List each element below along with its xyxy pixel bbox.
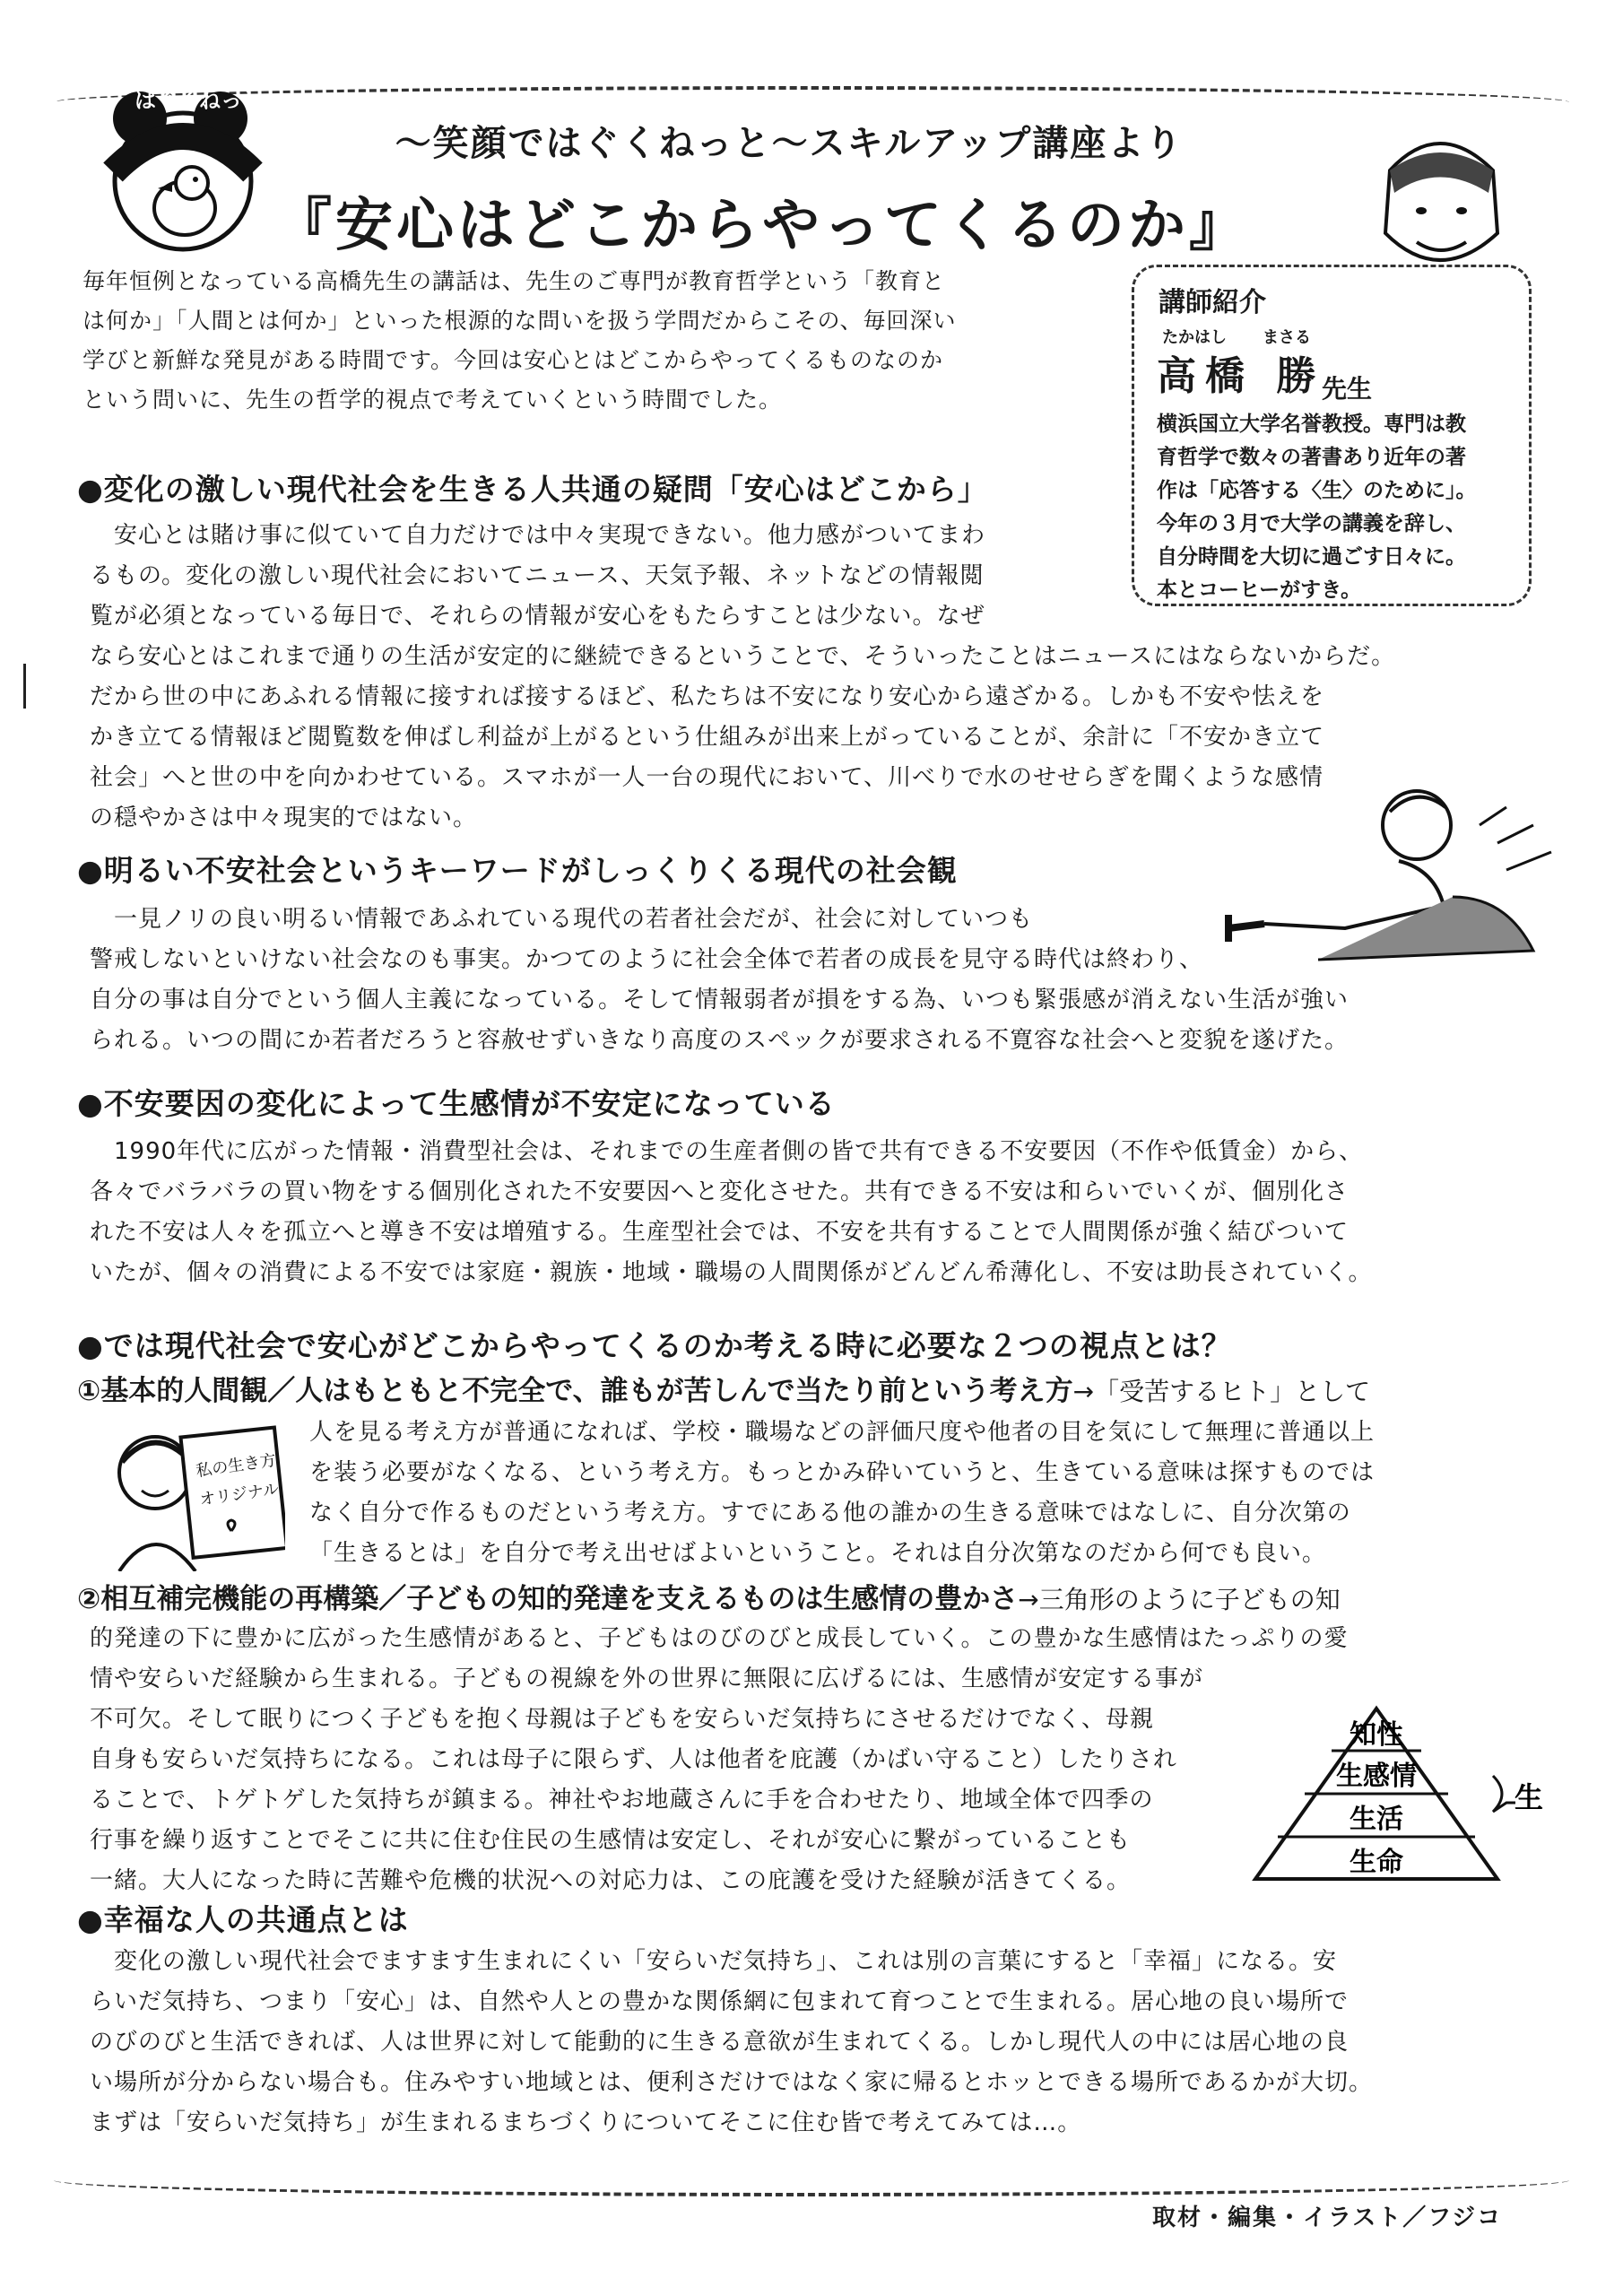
body-line: 安心とは賭け事に似ていて自力だけでは中々実現できない。他力感がついてまわ — [90, 522, 986, 549]
body-line: 行事を繰り返すことでそこに共に住む住民の生感情は安定し、それが安心に繋がっていることも — [90, 1827, 1132, 1854]
body-line: られる。いつの間にか若者だろうと容赦せずいきなり高度のスペックが要求される不寛容な社会へと変貌を遂げた。 — [90, 1027, 1350, 1054]
point2-tail: →三角形のように子どもの知 — [1018, 1585, 1341, 1614]
intro-line: 学びと新鮮な発見がある時間です。今回は安心とはどこからやってくるものなのか — [82, 347, 944, 373]
profile-line: 横浜国立大学名誉教授。専門は教 — [1157, 413, 1466, 436]
pyramid-side-label: 生 — [1514, 1780, 1544, 1814]
profile-line: 本とコーヒーがすき。 — [1157, 578, 1362, 602]
pyramid-level-life: 生活 — [1350, 1804, 1403, 1835]
body-line: 自分の事は自分でという個人主義になっている。そして情報弱者が損をする為、いつも緊張感が消えない生活が強い — [90, 987, 1350, 1013]
body-line: なら安心とはこれまで通りの生活が安定的に継続できるということで、そういったことはニュースにはならないからだ。 — [90, 643, 1396, 670]
intro-line: は何か」「人間とは何か」といった根源的な問いを扱う学問だからこその、毎回深い — [82, 308, 957, 334]
body-line: のびのびと生活できれば、人は世界に対して能動的に生きる意欲が生まれてくる。しかし現代人の中には居心地の良 — [90, 2029, 1350, 2056]
point1-heading — [77, 1368, 1370, 1408]
body-line: 1990年代に広がった情報・消費型社会は、それまでの生産者側の皆で共有できる不安要因（不作や低賃金）から、 — [90, 1138, 1364, 1165]
body-line: 情や安らいだ経験から生まれる。子どもの視線を外の世界に無限に広げるには、生感情が安定する事が — [90, 1665, 1204, 1692]
credit-line: 取材・編集・イラスト／フジコ — [1152, 2205, 1503, 2231]
name-ruby-given: まさる — [1263, 328, 1311, 347]
section-body-1 — [90, 516, 1395, 839]
profile-line: 今年の３月で大学の講義を辞し、 — [1157, 512, 1466, 535]
body-line: 自身も安らいだ気持ちになる。これは母子に限らず、人は他者を庇護（かばい守ること）したりされ — [90, 1746, 1177, 1773]
body-line: 不可欠。そして眠りにつく子どもを抱く母親は子どもを安らいだ気持ちにさせるだけでなく、母親 — [90, 1706, 1154, 1733]
sign-text-1: 私の生き方 — [195, 1450, 278, 1482]
profile-line: 作は「応答する〈生〉のために」。 — [1157, 479, 1477, 502]
body-line: 各々でバラバラの買い物をする個別化された不安要因へと変化させた。共有できる不安は和らいでいくが、個別化さ — [90, 1178, 1350, 1205]
body-line: の穏やかさは中々現実的ではない。 — [90, 804, 478, 831]
intro-paragraph — [82, 262, 957, 420]
body-line: を装う必要がなくなる、という考え方。もっとかみ砕いていうと、生きている意味は探すものでは — [309, 1459, 1376, 1486]
page-title: 『安心はどこからやってくるのか』 — [274, 193, 1250, 259]
body-line: れた不安は人々を孤立へと導き不安は増殖する。生産型社会では、不安を共有することで人間関係が強く結びついて — [90, 1219, 1350, 1246]
body-line: 社会」へと世の中を向かわせている。スマホが一人一台の現代において、川べりで水のせせらぎを聞くような感情 — [90, 764, 1324, 791]
profile-line: 自分時間を大切に過ごす日々に。 — [1157, 545, 1466, 569]
point1-tail: →「受苦するヒト」として — [1072, 1377, 1371, 1406]
body-line: 一見ノリの良い明るい情報であふれている現代の若者社会だが、社会に対していつも — [90, 906, 1033, 933]
point1-body — [309, 1413, 1375, 1574]
body-line: いたが、個々の消費による不安では家庭・親族・地域・職場の人間関係がどんどん希薄化し、不安は助長されていく。 — [90, 1259, 1373, 1286]
intro-line: 毎年恒例となっている高橋先生の講話は、先生のご専門が教育哲学という「教育と — [82, 268, 946, 294]
section-heading-3: ●不安要因の変化によって生感情が不安定になっている — [77, 1086, 836, 1121]
body-line: るもの。変化の激しい現代社会においてニュース、天気予報、ネットなどの情報閲 — [90, 562, 985, 589]
page-subtitle: ～笑顔ではぐくねっと～スキルアップ講座より — [395, 123, 1184, 164]
pyramid-level-intellect: 知性 — [1350, 1719, 1403, 1751]
body-line: い場所が分からない場合も。住みやすい地域とは、便利さだけではなく家に帰るとホッとできる場所であるかが大切。 — [90, 2069, 1374, 2096]
body-line: 「生きるとは」を自分で考え出せばよいということ。それは自分次第なのだから何でも良い。 — [309, 1540, 1327, 1567]
section-body-3 — [90, 1132, 1372, 1293]
section-body-5 — [90, 1942, 1373, 2144]
body-line: 人を見る考え方が普通になれば、学校・職場などの評価尺度や他者の目を気にして無理に普通以上 — [309, 1419, 1376, 1446]
body-line: なく自分で作るものだという考え方。すでにある他の誰かの生きる意味ではなしに、自分次第の — [309, 1500, 1351, 1526]
section-body-2 — [90, 900, 1349, 1061]
profile-line: 育哲学で数々の著書あり近年の著 — [1157, 446, 1466, 469]
point2-title: ②相互補完機能の再構築／子どもの知的発達を支えるものは生感情の豊かさ — [77, 1583, 1019, 1615]
section-heading-2: ●明るい不安社会というキーワードがしっくりくる現代の社会観 — [77, 853, 958, 888]
body-line: 警戒しないといけない社会なのも事実。かつてのように社会全体で若者の成長を見守る時代は終わり、 — [90, 946, 1204, 973]
body-line: ることで、トゲトゲした気持ちが鎮まる。神社やお地蔵さんに手を合わせたり、地域全体で四季の — [90, 1787, 1154, 1813]
section-heading-5: ●幸福な人の共通点とは — [77, 1902, 409, 1937]
pyramid-level-emotion: 生感情 — [1336, 1761, 1417, 1792]
section-heading-4: ●では現代社会で安心がどこからやってくるのか考える時に必要な２つの視点とは？ — [77, 1328, 1232, 1363]
body-line: 覧が必須となっている毎日で、それらの情報が安心をもたらすことは少ない。なぜ — [90, 603, 985, 630]
sign-text-2: オリジナル — [198, 1479, 281, 1510]
body-line: 的発達の下に豊かに広がった生感情があると、子どもはのびのびと成長していく。この豊かな生感情はたっぷりの愛 — [90, 1625, 1349, 1652]
teacher-name: 高橋 勝 — [1157, 353, 1325, 399]
profile-heading: 講師紹介 — [1159, 287, 1266, 318]
pyramid-level-existence: 生命 — [1350, 1847, 1403, 1878]
logo-text: はぐくねっと — [135, 88, 264, 113]
body-line: かき立てる情報ほど閲覧数を伸ばし利益が上がるという仕組みが出来上がっていることが、余計に「不安かき立て — [90, 724, 1325, 751]
body-line: 一緒。大人になった時に苦難や危機的状況への対応力は、この庇護を受けた経験が活きてくる。 — [90, 1867, 1132, 1894]
name-ruby-family: たかはし — [1162, 328, 1227, 347]
teacher-honorific: 先生 — [1322, 374, 1373, 404]
scan-mark — [23, 664, 26, 709]
bottom-dashed-border — [54, 2166, 1569, 2196]
body-line: まずは「安らいだ気持ち」が生まれるまちづくりについてそこに住む皆で考えてみては…。 — [90, 2109, 1082, 2136]
body-line: だから世の中にあふれる情報に接すれば接するほど、私たちは不安になり安心から遠ざかる。しかも不安や怯えを — [90, 683, 1325, 710]
body-line: 変化の激しい現代社会でますます生まれにくい「安らいだ気持ち」、これは別の言葉にすると「幸福」になる。安 — [90, 1948, 1338, 1975]
section-heading-1: ●変化の激しい現代社会を生きる人共通の疑問「安心はどこから」 — [77, 472, 988, 507]
point2-body — [90, 1619, 1348, 1901]
body-line: らいだ気持ち、つまり「安心」は、自然や人との豊かな関係網に包まれて育つことで生まれる。居心地の良い場所で — [90, 1988, 1350, 2015]
point1-title: ①基本的人間観／人はもともと不完全で、誰もが苦しんで当たり前という考え方 — [77, 1375, 1073, 1407]
intro-line: という問いに、先生の哲学的視点で考えていくという時間でした。 — [82, 387, 783, 413]
development-pyramid-diagram — [1242, 1704, 1547, 1883]
point2-heading — [77, 1576, 1341, 1616]
